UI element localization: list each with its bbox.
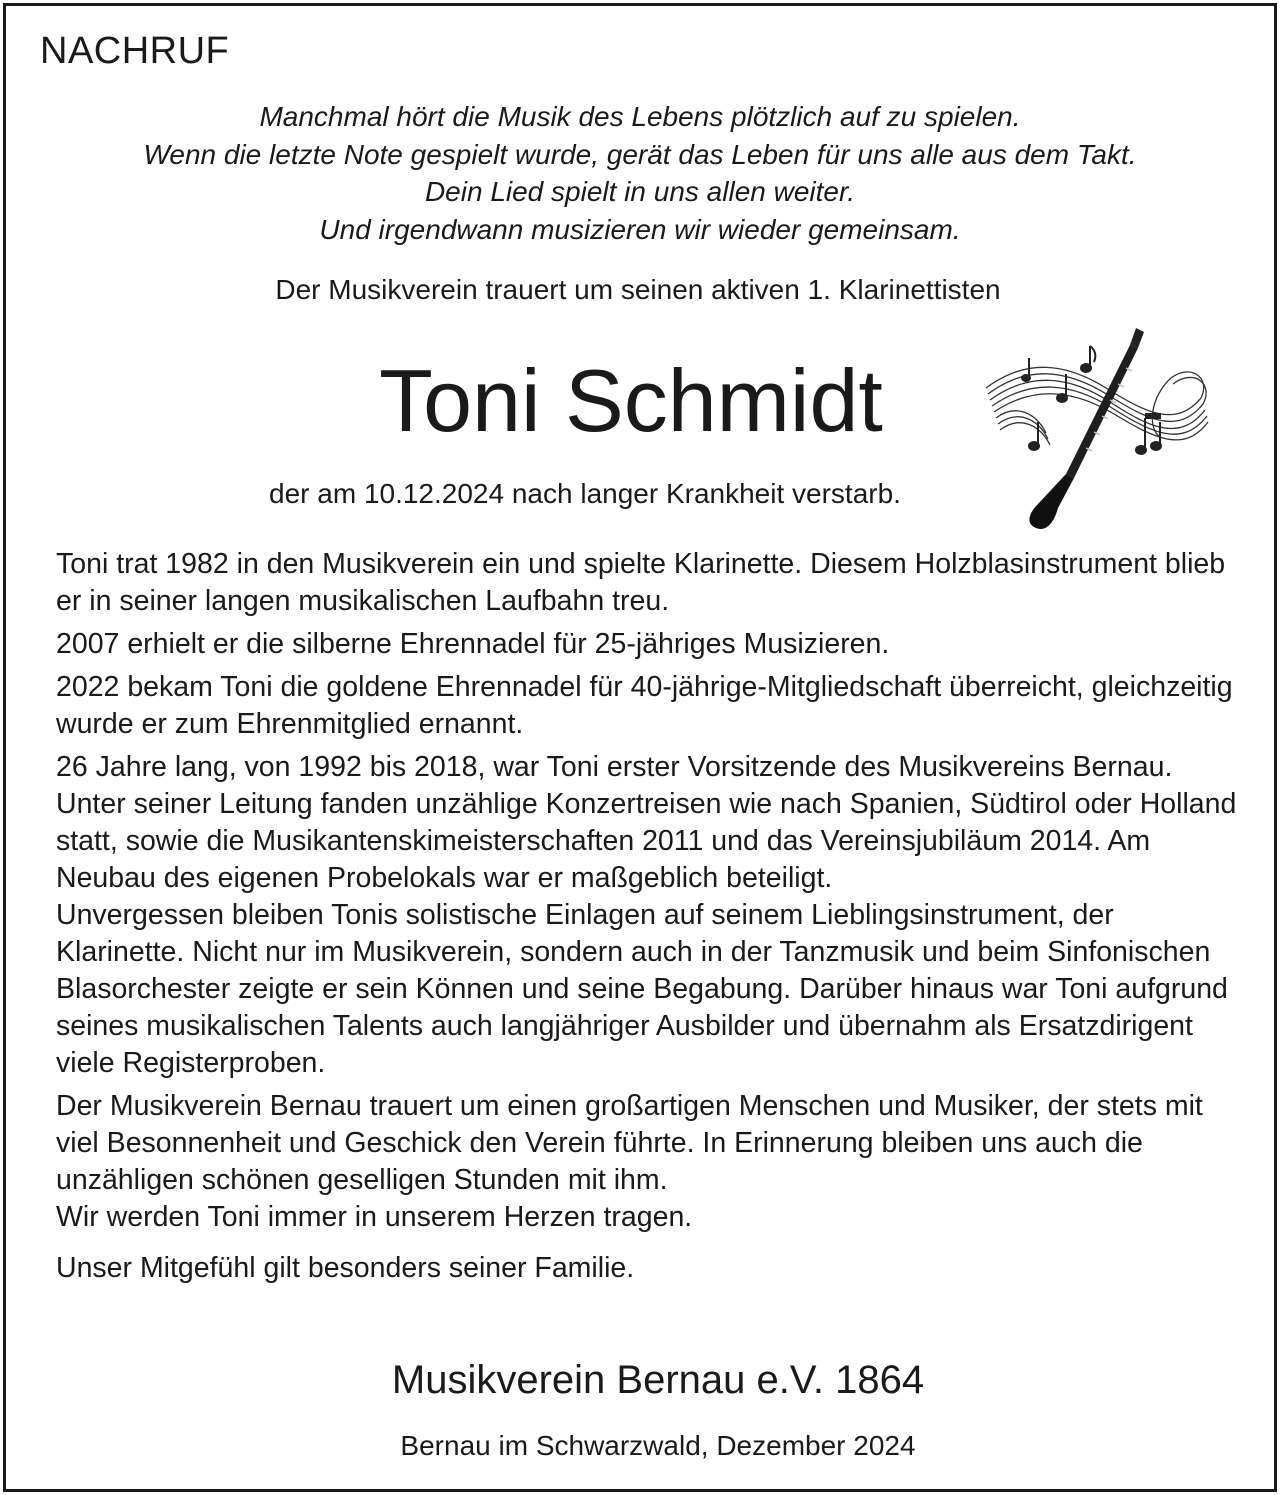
quote-line: Manchmal hört die Musik des Lebens plötzlich auf zu spielen. xyxy=(259,101,1021,132)
clarinet-music-notes-icon xyxy=(976,318,1216,540)
obituary-body xyxy=(56,546,1246,1287)
deceased-name: Toni Schmidt xyxy=(379,351,883,450)
death-date-line: der am 10.12.2024 nach langer Krankheit verstarb. xyxy=(269,478,901,509)
body-paragraph: Toni trat 1982 in den Musikverein ein und spielte Klarinette. Diesem Holzblasinstrument blieb er in seiner langen musikalischen Laufbahn treu. xyxy=(56,548,1226,617)
intro-line: Der Musikverein trauert um seinen aktiven 1. Klarinettisten xyxy=(275,274,1001,305)
body-paragraph: Der Musikverein Bernau trauert um einen großartigen Menschen und Musiker, der stets mit viel Besonnenheit und Geschick den Verein führte. In Erinnerung bleiben uns auch die unzähligen schönen geselligen Stunden mit ihm. xyxy=(56,1090,1203,1196)
quote-line: Wenn die letzte Note gespielt wurde, gerät das Leben für uns alle aus dem Takt. xyxy=(143,138,1137,170)
body-paragraph: 26 Jahre lang, von 1992 bis 2018, war Toni erster Vorsitzende des Musikvereins Bernau. Unter seiner Leitung fanden unzählige Konzertreisen wie nach Spanien, Südtirol oder Holland statt, sowie die Musikantenskimeisterschaften 2011 und das Vereinsjubiläum 2014. Am Neubau des eigenen Probelokals war er maßgeblich beteiligt. xyxy=(56,751,1237,894)
body-paragraph: Wir werden Toni immer in unserem Herzen tragen. xyxy=(56,1201,693,1233)
body-paragraph: 2022 bekam Toni die goldene Ehrennadel für 40-jährige-Mitgliedschaft überreicht, gleichzeitig wurde er zum Ehrenmitglied ernannt. xyxy=(56,671,1233,740)
body-paragraph: Unvergessen bleiben Tonis solistische Einlagen auf seinem Lieblingsinstrument, der Klarinette. Nicht nur im Musikverein, sondern auch in der Tanzmusik und beim Sinfonischen Blasorchester zeigte er sein Können und seine Begabung. Darüber hinaus war Toni aufgrund seines musikalischen Talents auch langjähriger Ausbilder und übernahm als Ersatzdirigent viele Registerproben. xyxy=(56,899,1228,1079)
organization-name: Musikverein Bernau e.V. 1864 xyxy=(391,1358,925,1402)
memorial-quote xyxy=(6,98,1274,248)
body-paragraph: 2007 erhielt er die silberne Ehrennadel für 25-jähriges Musizieren. xyxy=(56,628,890,660)
place-date-line: Bernau im Schwarzwald, Dezember 2024 xyxy=(400,1430,916,1461)
obituary-frame xyxy=(3,3,1277,1492)
quote-line: Und irgendwann musizieren wir wieder gemeinsam. xyxy=(319,213,961,245)
obituary-heading: NACHRUF xyxy=(40,30,230,72)
quote-line: Dein Lied spielt in uns allen weiter. xyxy=(424,176,856,207)
body-paragraph: Unser Mitgefühl gilt besonders seiner Familie. xyxy=(56,1252,635,1284)
